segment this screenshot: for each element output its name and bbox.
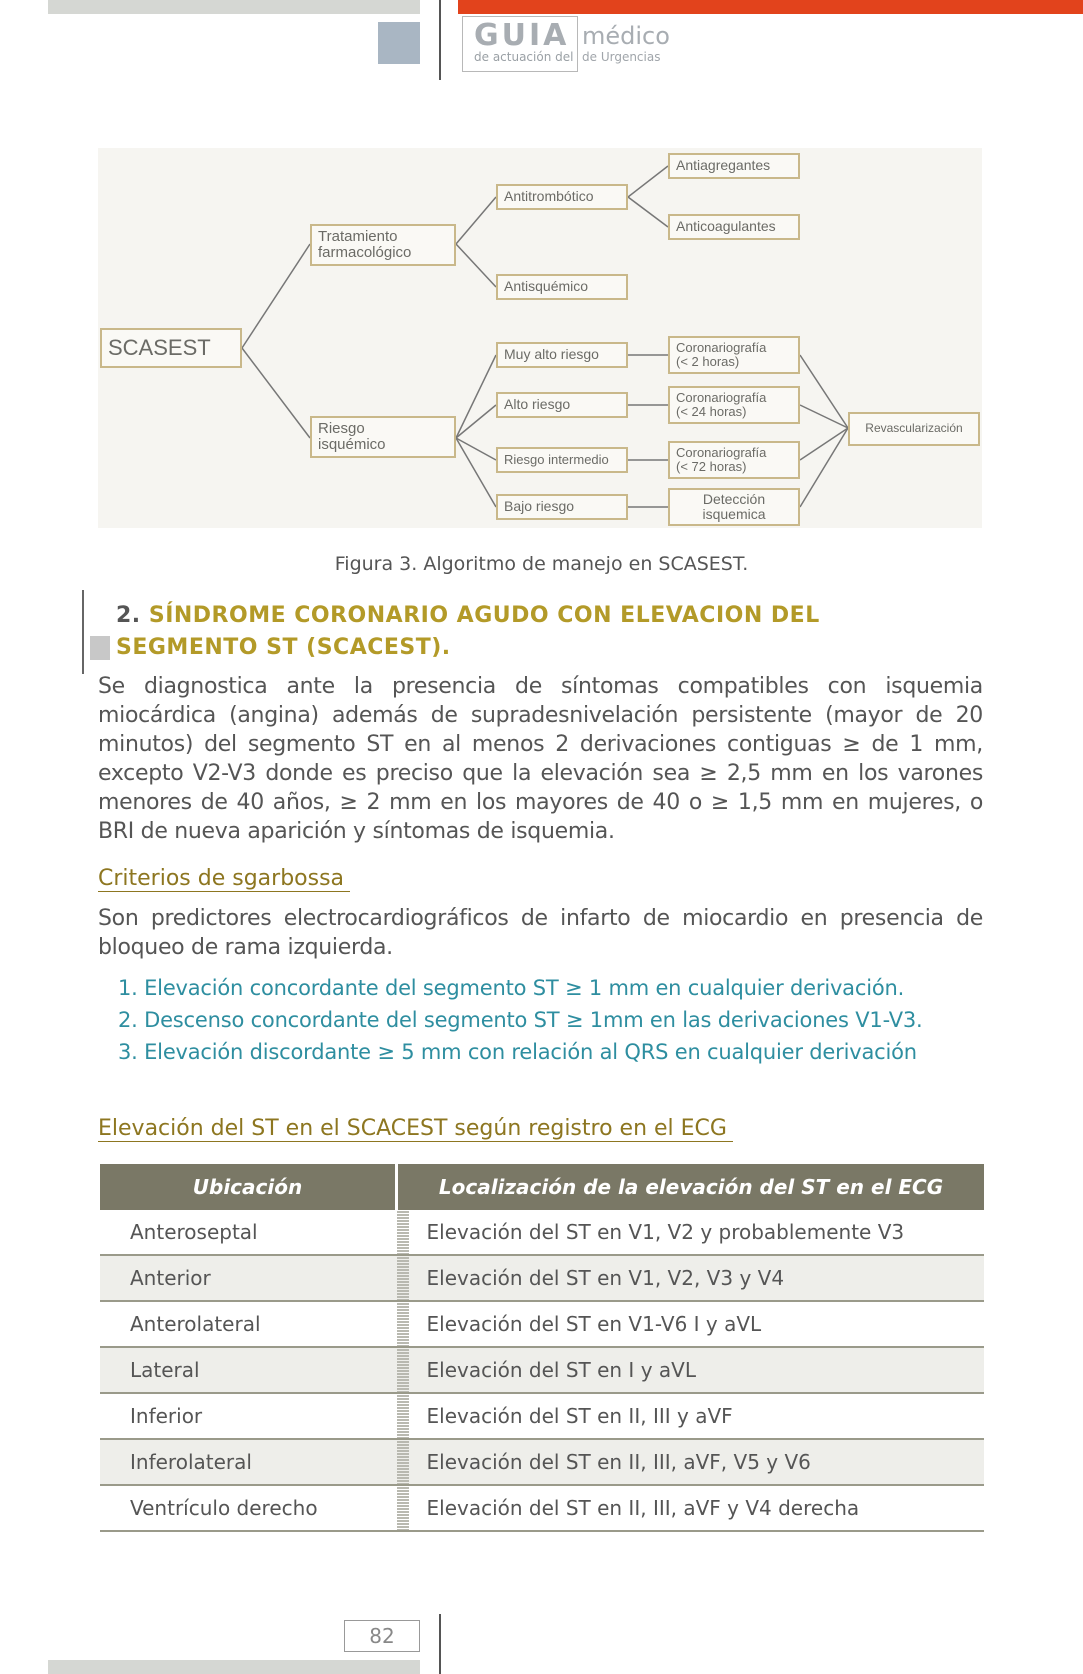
table-cell-ubicacion: Anterolateral <box>100 1301 397 1347</box>
section-number: 2. <box>116 603 141 628</box>
table-row <box>100 1439 984 1485</box>
st-elevation-table <box>100 1164 984 1532</box>
node-antisquemico: Antisquémico <box>496 274 628 300</box>
paragraph-diagnosis: Se diagnostica ante la presencia de síntomas compatibles con isquemia miocárdica (angina) además de supradesnivelación persistente (mayor de 20 minutos) del segmento ST en al menos 2 derivaciones contiguas ≥ de 1 mm, excepto V2-V3 donde es preciso que la elevación sea ≥ 2,5 mm en los varones menores de 40 años, ≥ 2 mm en los mayores de 40 o ≥ 1,5 mm en mujeres, o BRI de nueva aparición y síntomas de isquemia. <box>98 674 983 844</box>
section-title <box>116 600 876 664</box>
table-row <box>100 1485 984 1531</box>
table-cell-localizacion: Elevación del ST en I y aVL <box>409 1347 985 1393</box>
node-coronariografia-24h: Coronariografía (< 24 horas) <box>668 386 800 424</box>
table-header-localizacion: Localización de la elevación del ST en el ECG <box>397 1164 985 1210</box>
section-bar <box>82 590 84 674</box>
node-antitrombotico: Antitrombótico <box>496 184 628 210</box>
section-title-text: SÍNDROME CORONARIO AGUDO CON ELEVACION DEL SEGMENTO ST (SCACEST). <box>116 603 820 660</box>
table-header-row <box>100 1164 984 1210</box>
section-square <box>90 636 110 660</box>
subheading-sgarbossa-text: Criterios de sgarbossa <box>98 866 350 892</box>
table-cell-ubicacion: Anteroseptal <box>100 1210 397 1255</box>
node-revascularizacion: Revascularización <box>848 412 980 446</box>
figure-caption: Figura 3. Algoritmo de manejo en SCASEST. <box>334 553 749 575</box>
node-riesgo-intermedio: Riesgo intermedio <box>496 447 628 473</box>
table-separator <box>397 1210 409 1255</box>
table-row <box>100 1393 984 1439</box>
table-separator <box>397 1485 409 1531</box>
list-item: 1. Elevación concordante del segmento ST ≥ 1 mm en cualquier derivación. <box>118 976 905 1000</box>
table-cell-localizacion: Elevación del ST en II, III, aVF, V5 y V6 <box>409 1439 985 1485</box>
table-separator <box>397 1439 409 1485</box>
table-separator <box>397 1255 409 1301</box>
list-item: 2. Descenso concordante del segmento ST ≥ 1mm en las derivaciones V1-V3. <box>118 1008 923 1032</box>
table-cell-localizacion: Elevación del ST en II, III, aVF y V4 derecha <box>409 1485 985 1531</box>
table-row <box>100 1301 984 1347</box>
node-tratamiento: Tratamiento farmacológico <box>310 224 456 266</box>
logo-guia: GUIA <box>474 18 570 53</box>
subheading-sgarbossa <box>98 866 350 891</box>
logo-medico: médico <box>582 22 670 50</box>
list-item: 3. Elevación discordante ≥ 5 mm con relación al QRS en cualquier derivación <box>118 1040 917 1064</box>
table-cell-ubicacion: Anterior <box>100 1255 397 1301</box>
node-deteccion-isquemica: Detección isquemica <box>668 488 800 526</box>
node-antiagregantes: Antiagregantes <box>668 153 800 179</box>
node-riesgo: Riesgo isquémico <box>310 416 456 458</box>
table-header-ubicacion: Ubicación <box>100 1164 397 1210</box>
footer-divider <box>439 1614 441 1674</box>
table-cell-localizacion: Elevación del ST en II, III y aVF <box>409 1393 985 1439</box>
criteria-list <box>118 972 978 1068</box>
table-cell-localizacion: Elevación del ST en V1, V2 y probablemente V3 <box>409 1210 985 1255</box>
table-row <box>100 1210 984 1255</box>
node-bajo-riesgo: Bajo riesgo <box>496 494 628 520</box>
node-muy-alto-riesgo: Muy alto riesgo <box>496 342 628 368</box>
logo-subtitle-right: de Urgencias <box>582 50 661 64</box>
table-separator <box>397 1393 409 1439</box>
table-cell-ubicacion: Inferior <box>100 1393 397 1439</box>
table-row <box>100 1347 984 1393</box>
subheading-table <box>98 1116 733 1141</box>
table-cell-ubicacion: Lateral <box>100 1347 397 1393</box>
page-number: 82 <box>344 1620 420 1652</box>
node-anticoagulantes: Anticoagulantes <box>668 214 800 240</box>
logo-subtitle-left: de actuación del <box>474 50 574 64</box>
table-cell-ubicacion: Ventrículo derecho <box>100 1485 397 1531</box>
table-cell-localizacion: Elevación del ST en V1, V2, V3 y V4 <box>409 1255 985 1301</box>
table-row <box>100 1255 984 1301</box>
node-scasest: SCASEST <box>100 328 242 368</box>
node-coronariografia-2h: Coronariografía (< 2 horas) <box>668 336 800 374</box>
table-cell-ubicacion: Inferolateral <box>100 1439 397 1485</box>
table-separator <box>397 1301 409 1347</box>
table-separator <box>397 1347 409 1393</box>
node-coronariografia-72h: Coronariografía (< 72 horas) <box>668 441 800 479</box>
node-alto-riesgo: Alto riesgo <box>496 392 628 418</box>
paragraph-sgarbossa: Son predictores electrocardiográficos de infarto de miocardio en presencia de bloqueo de rama izquierda. <box>98 906 983 960</box>
table-cell-localizacion: Elevación del ST en V1-V6 I y aVL <box>409 1301 985 1347</box>
footer-gray-bar <box>48 1660 420 1674</box>
subheading-table-text: Elevación del ST en el SCACEST según registro en el ECG <box>98 1116 733 1142</box>
